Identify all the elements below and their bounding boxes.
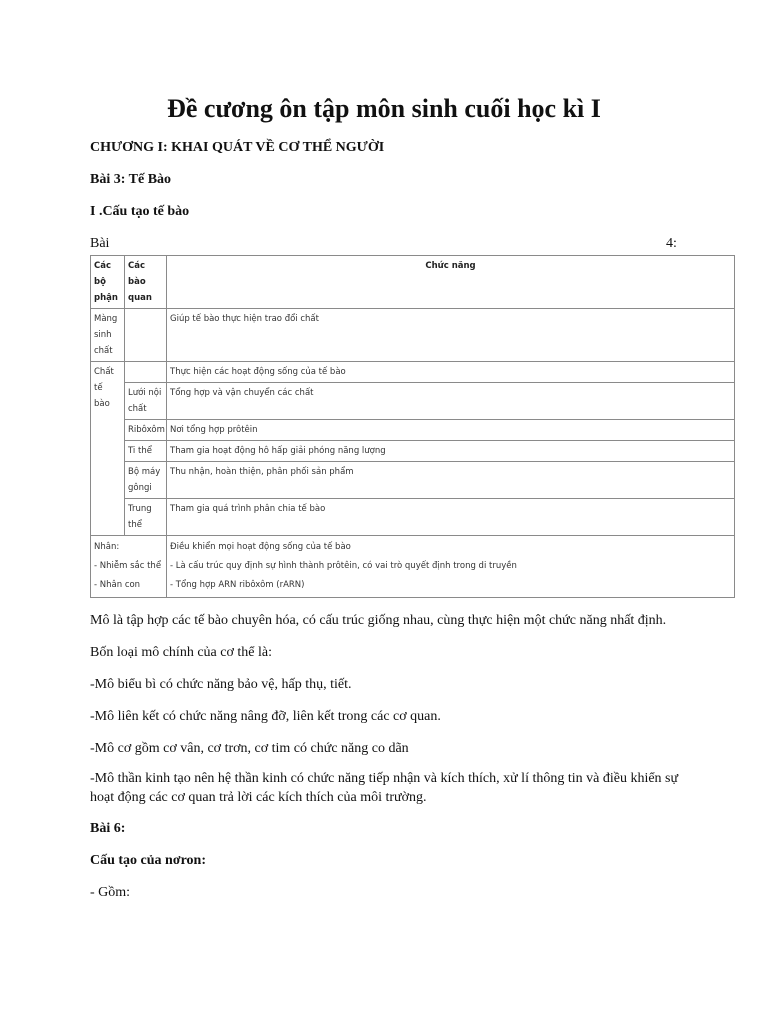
- section-1-heading: I .Cấu tạo tế bào: [90, 204, 190, 219]
- cell-function-ribosome: Nơi tổng hợp prôtêin: [167, 420, 735, 441]
- chapter-heading: CHƯƠNG I: KHAI QUÁT VỀ CƠ THỂ NGƯỜI: [90, 140, 385, 155]
- cell-organelle-golgi: Bộ máy gôngi: [125, 462, 167, 499]
- page-title: Đề cương ôn tập môn sinh cuối học kì I: [167, 94, 601, 123]
- table-row: [91, 441, 735, 462]
- cell-function-er: Tổng hợp và vận chuyển các chất: [167, 383, 735, 420]
- cell-function-mitochondria: Tham gia hoạt động hô hấp giải phóng năng lượng: [167, 441, 735, 462]
- lesson-6-heading: Bài 6:: [90, 821, 126, 836]
- cell-part-membrane: Màng sinh chất: [91, 309, 125, 362]
- lesson-4-label-right: 4:: [666, 236, 677, 251]
- lesson-3-heading: Bài 3: Tế Bào: [90, 172, 172, 187]
- nucleus-line: Nhân:: [94, 542, 120, 552]
- cell-function-centrosome: Tham gia quá trình phân chia tế bào: [167, 499, 735, 536]
- nucleus-function-line: Điều khiển mọi hoạt động sống của tế bào: [170, 542, 351, 552]
- nucleus-function-line: - Là cấu trúc quy định sự hình thành prôtêin, có vai trò quyết định trong di truyền: [170, 561, 517, 571]
- nucleus-line: - Nhân con: [94, 580, 141, 590]
- muscle-tissue: -Mô cơ gồm cơ vân, cơ trơn, cơ tim có chức năng co dãn: [90, 741, 409, 756]
- cell-organelle-er: Lưới nội chất: [125, 383, 167, 420]
- table-header-row: [91, 256, 735, 309]
- cell-part-cytoplasm: Chất tế bào: [91, 362, 125, 536]
- header-function: Chức năng: [167, 256, 735, 309]
- epithelial-tissue: -Mô biểu bì có chức năng bảo vệ, hấp thụ, tiết.: [90, 677, 352, 692]
- cell-function-golgi: Thu nhận, hoàn thiện, phân phối sản phẩm: [167, 462, 735, 499]
- table-row: [91, 362, 735, 383]
- cell-function-nucleus: [167, 536, 735, 598]
- neuron-structure-heading: Cấu tạo của nơron:: [90, 853, 207, 868]
- cell-organelle-cytoplasm: [125, 362, 167, 383]
- nucleus-function-line: - Tổng hợp ARN ribôxôm (rARN): [170, 580, 305, 590]
- table-row: [91, 536, 735, 598]
- cell-function-membrane: Giúp tế bào thực hiện trao đổi chất: [167, 309, 735, 362]
- cell-organelle-ribosome: Ribôxôm: [125, 420, 167, 441]
- cell-organelle-membrane: [125, 309, 167, 362]
- table-row: [91, 462, 735, 499]
- four-tissue-types: Bốn loại mô chính của cơ thể là:: [90, 645, 272, 660]
- connective-tissue: -Mô liên kết có chức năng nâng đỡ, liên kết trong các cơ quan.: [90, 709, 441, 724]
- cell-structure-table: [90, 255, 735, 598]
- cell-organelle-mitochondria: Ti thể: [125, 441, 167, 462]
- cell-part-nucleus: [91, 536, 167, 598]
- nucleus-line: - Nhiễm sắc thể: [94, 561, 162, 571]
- cell-organelle-centrosome: Trung thể: [125, 499, 167, 536]
- header-organelles: Các bào quan: [125, 256, 167, 309]
- table-row: [91, 309, 735, 362]
- neuron-list-item: - Gồm:: [90, 885, 131, 900]
- cell-function-cytoplasm: Thực hiện các hoạt động sống của tế bào: [167, 362, 735, 383]
- table-row: [91, 499, 735, 536]
- table-row: [91, 420, 735, 441]
- header-parts: Các bộ phận: [91, 256, 125, 309]
- table-row: [91, 383, 735, 420]
- lesson-4-label-left: Bài: [90, 236, 110, 251]
- nerve-tissue: -Mô thần kinh tạo nên hệ thần kinh có chức năng tiếp nhận và kích thích, xử lí thông tin và điều khiển sự hoạt động các cơ quan trả lời các kích thích của môi trường.: [90, 771, 679, 805]
- tissue-definition: Mô là tập hợp các tế bào chuyên hóa, có cấu trúc giống nhau, cùng thực hiện một chức năng nhất định.: [90, 613, 667, 628]
